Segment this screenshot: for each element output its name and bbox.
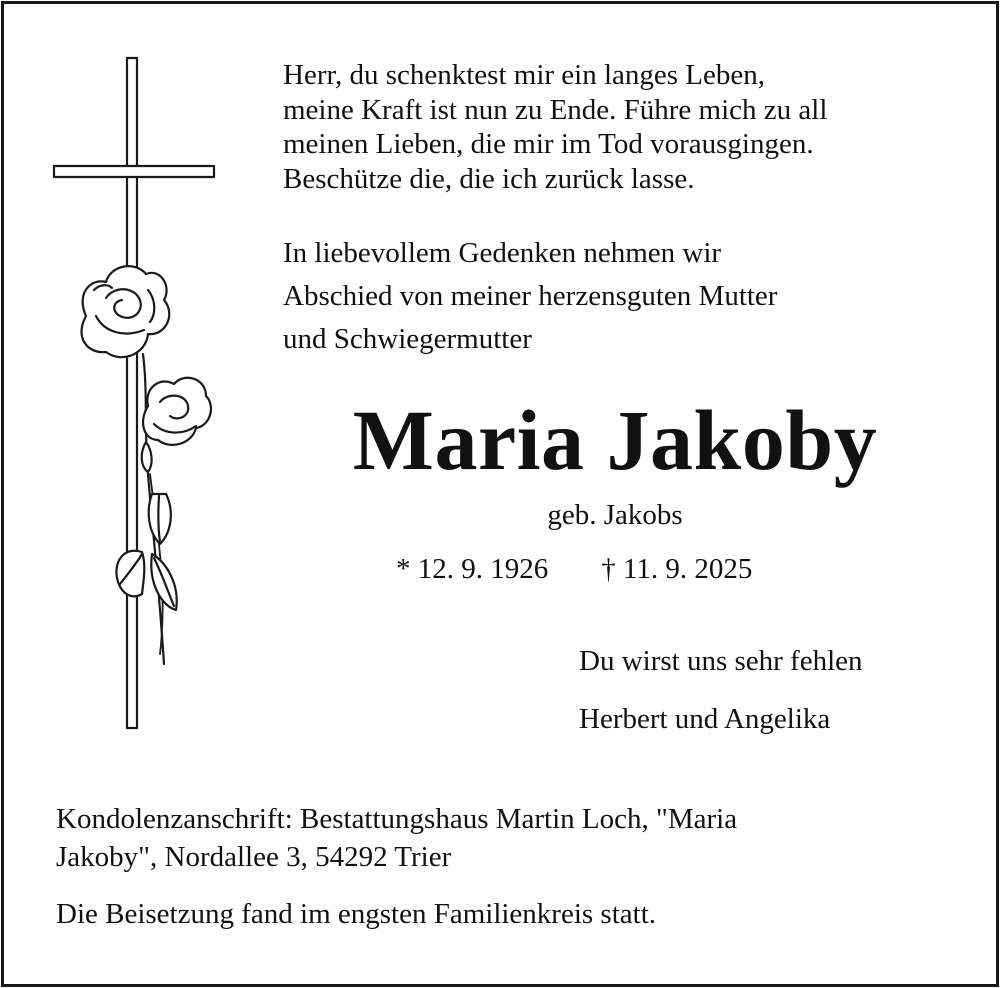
maiden-name: geb. Jakobs bbox=[547, 499, 683, 531]
verse-line: meinen Lieben, die mir im Tod vorausgingen. bbox=[283, 128, 814, 160]
deceased-name: Maria Jakoby bbox=[352, 392, 878, 488]
farewell-line: In liebevollem Gedenken nehmen wir bbox=[283, 237, 722, 269]
cross-horizontal-beam bbox=[54, 166, 214, 177]
farewell-line: und Schwiegermutter bbox=[283, 323, 532, 355]
poem-verse bbox=[283, 58, 945, 196]
verse-line: Beschütze die, die ich zurück lasse. bbox=[283, 162, 695, 195]
cross-vertical-beam bbox=[127, 58, 137, 728]
death-date: † 11. 9. 2025 bbox=[601, 553, 753, 585]
address-line: Kondolenzanschrift: Bestattungshaus Martin Loch, "Maria bbox=[56, 803, 738, 835]
burial-note: Die Beisetzung fand im engsten Familienkreis statt. bbox=[56, 898, 657, 930]
farewell-line: Abschied von meiner herzensguten Mutter bbox=[283, 280, 778, 312]
signers: Herbert und Angelika bbox=[579, 703, 831, 735]
lower-rose bbox=[143, 378, 211, 445]
farewell-text bbox=[283, 232, 945, 361]
cross-with-roses-icon bbox=[48, 54, 223, 734]
verse-line: Herr, du schenktest mir ein langes Leben, bbox=[283, 59, 766, 91]
verse-line: meine Kraft ist nun zu Ende. Führe mich zu all bbox=[283, 93, 828, 126]
leaf bbox=[142, 442, 152, 472]
condolence-address bbox=[56, 800, 944, 876]
closing-line: Du wirst uns sehr fehlen bbox=[579, 645, 863, 677]
life-dates bbox=[396, 551, 752, 587]
address-line: Jakoby", Nordallee 3, 54292 Trier bbox=[56, 841, 452, 873]
upper-rose bbox=[82, 266, 170, 357]
birth-date: * 12. 9. 1926 bbox=[396, 553, 549, 585]
